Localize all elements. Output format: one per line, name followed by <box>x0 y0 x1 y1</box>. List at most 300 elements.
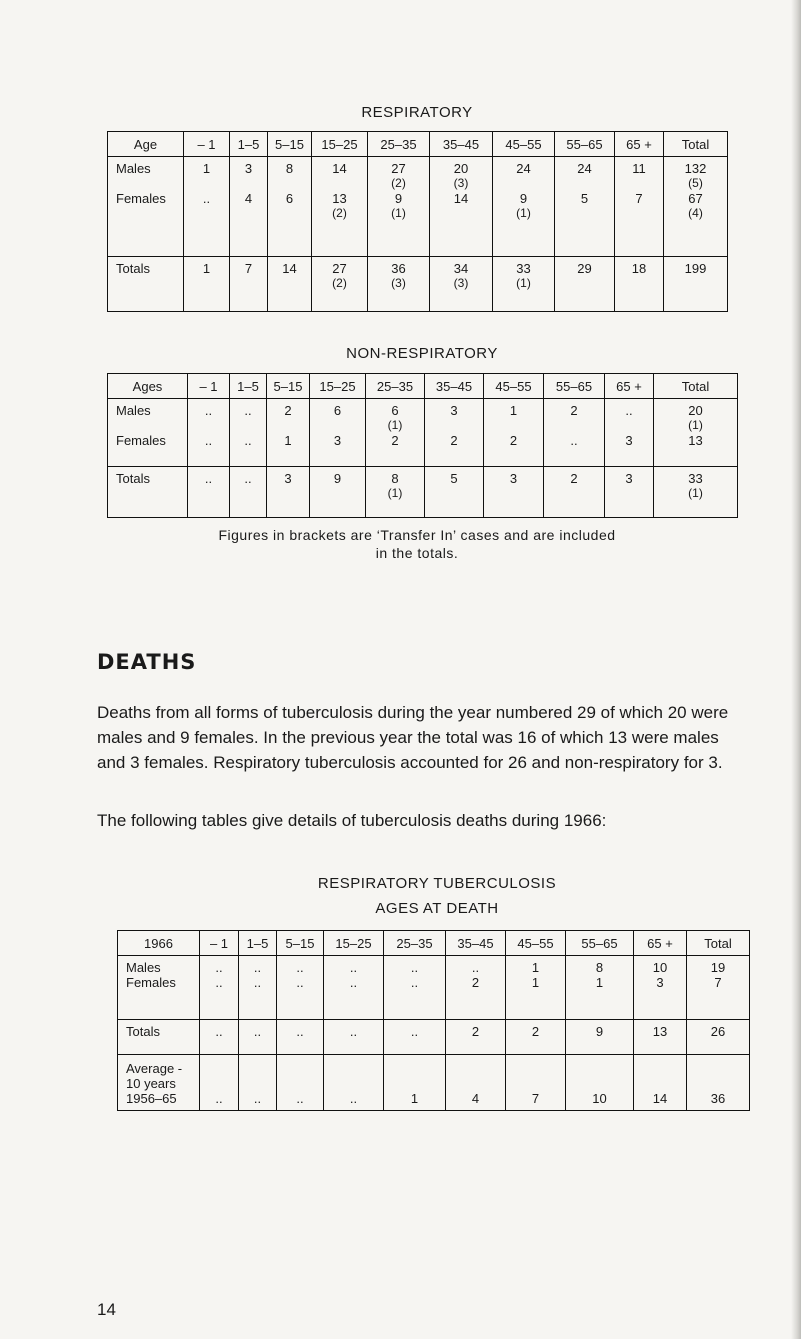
cell-value <box>446 1061 505 1076</box>
table-cell <box>312 157 368 257</box>
cell-value: .. <box>215 1024 223 1039</box>
column-header: 45–55 <box>484 374 544 399</box>
cell-value: 9 <box>519 191 528 206</box>
cell-value <box>239 1039 276 1054</box>
cell-value: (5) <box>688 176 703 190</box>
cell-value: 27 <box>332 261 347 276</box>
table-cell <box>605 399 654 467</box>
row-label <box>108 399 188 467</box>
row-label-line: Females <box>116 191 166 206</box>
cell-value <box>324 1061 383 1076</box>
column-header: Ages <box>108 374 188 399</box>
cell-value: 1 <box>202 261 211 276</box>
row-label-line: Males <box>126 960 161 975</box>
table-cell <box>230 467 267 518</box>
cell-value <box>267 418 309 433</box>
cell-value: (2) <box>332 206 347 220</box>
cell-value: 26 <box>710 1024 726 1039</box>
cell-value: (3) <box>453 176 469 190</box>
cell-value <box>268 276 311 291</box>
table-cell <box>268 157 312 257</box>
cell-value <box>555 206 614 221</box>
cell-value: .. <box>204 433 213 448</box>
table-cell <box>268 257 312 312</box>
cell-value: 1 <box>531 975 540 990</box>
cell-value: 5 <box>450 471 458 486</box>
cell-value: 33 <box>516 261 531 276</box>
column-header: 1966 <box>118 931 200 956</box>
cell-value <box>493 176 554 191</box>
cell-value <box>230 418 266 433</box>
table-cell <box>425 399 484 467</box>
cell-value: 132 <box>684 161 707 176</box>
cell-value <box>430 206 492 221</box>
column-header: 1–5 <box>239 931 277 956</box>
cell-value: 6 <box>285 191 294 206</box>
column-header: 55–65 <box>555 132 615 157</box>
cell-value: 36 <box>391 261 406 276</box>
cell-value: .. <box>253 975 262 990</box>
cell-value <box>188 486 229 501</box>
cell-value: .. <box>215 975 223 990</box>
table-row <box>108 257 728 312</box>
table-cell <box>430 257 493 312</box>
column-header: 65 + <box>615 132 664 157</box>
column-header: Total <box>687 931 750 956</box>
cell-value <box>200 1076 238 1091</box>
cell-value: 1 <box>202 161 211 176</box>
column-header: 65 + <box>634 931 687 956</box>
cell-value <box>687 1039 749 1054</box>
cell-value: 2 <box>531 1024 540 1039</box>
cell-value: .. <box>570 433 578 448</box>
column-header: 5–15 <box>267 374 310 399</box>
table-cell <box>277 1055 324 1111</box>
cell-value <box>484 486 543 501</box>
cell-value <box>446 1076 505 1091</box>
table-cell <box>506 1055 566 1111</box>
table-cell <box>200 956 239 1020</box>
table-cell <box>277 956 324 1020</box>
respiratory-table <box>107 131 728 312</box>
cell-value: 1 <box>509 403 518 418</box>
cell-value: 6 <box>391 403 399 418</box>
table-cell <box>312 257 368 312</box>
header-row <box>118 931 750 956</box>
column-header: 1–5 <box>230 374 267 399</box>
table-cell <box>239 1020 277 1055</box>
cell-value <box>230 206 267 221</box>
cell-value: 6 <box>333 403 342 418</box>
row-label-line: 1956–65 <box>126 1091 177 1106</box>
cell-value <box>506 1076 565 1091</box>
cell-value <box>484 418 543 433</box>
cell-value <box>615 176 663 191</box>
deaths-heading: DEATHS <box>97 650 197 674</box>
cell-value: 4 <box>471 1091 480 1106</box>
cell-value: .. <box>410 1024 419 1039</box>
cell-value <box>277 1076 323 1091</box>
cell-value <box>324 1076 383 1091</box>
cell-value: 3 <box>284 471 292 486</box>
cell-value: 9 <box>394 191 403 206</box>
cell-value: 2 <box>570 471 578 486</box>
column-header: 35–45 <box>425 374 484 399</box>
table-cell <box>634 1055 687 1111</box>
cell-value <box>239 1061 276 1076</box>
cell-value: 7 <box>244 261 253 276</box>
footnote-line-1: Figures in brackets are ‘Transfer In’ cases and are included <box>218 527 616 543</box>
table-cell <box>566 956 634 1020</box>
cell-value: .. <box>349 975 358 990</box>
row-label <box>108 467 188 518</box>
cell-value <box>446 1039 505 1054</box>
cell-value <box>230 176 267 191</box>
table-cell <box>446 1020 506 1055</box>
row-label <box>108 257 184 312</box>
cell-value: 20 <box>453 161 469 176</box>
cell-value <box>188 418 229 433</box>
cell-value: .. <box>296 975 304 990</box>
table-cell <box>634 1020 687 1055</box>
cell-value <box>425 486 483 501</box>
cell-value: 13 <box>332 191 347 206</box>
row-label-line <box>116 276 183 291</box>
cell-value <box>506 1061 565 1076</box>
cell-value: .. <box>215 1091 223 1106</box>
cell-value: 34 <box>453 261 469 276</box>
table-cell <box>446 956 506 1020</box>
table-cell <box>368 157 430 257</box>
row-label-line: 10 years <box>126 1076 176 1091</box>
cell-value <box>566 1076 633 1091</box>
row-label-line: Females <box>116 433 166 448</box>
table-cell <box>310 467 366 518</box>
table-cell <box>230 157 268 257</box>
deaths-paragraph-2: The following tables give details of tuberculosis deaths during 1966: <box>97 811 607 830</box>
cell-value: 7 <box>714 975 722 990</box>
cell-value <box>605 486 653 501</box>
cell-value: .. <box>253 1091 262 1106</box>
non-respiratory-table <box>107 373 738 518</box>
cell-value <box>239 1076 276 1091</box>
cell-value: .. <box>202 191 211 206</box>
column-header: Age <box>108 132 184 157</box>
cell-value: (3) <box>391 276 406 290</box>
table-cell <box>555 257 615 312</box>
column-header: 35–45 <box>430 132 493 157</box>
row-label-line: Average - <box>126 1061 183 1076</box>
cell-value <box>312 176 367 191</box>
deaths-table <box>117 930 750 1111</box>
column-header: – 1 <box>200 931 239 956</box>
column-header: 15–25 <box>324 931 384 956</box>
cell-value: (1) <box>387 486 403 500</box>
table-row <box>108 157 728 257</box>
deaths-table-title-1: RESPIRATORY TUBERCULOSIS <box>317 875 557 892</box>
cell-value: .. <box>253 1024 262 1039</box>
cell-value: 24 <box>516 161 531 176</box>
cell-value: 4 <box>244 191 253 206</box>
cell-value: 36 <box>710 1091 726 1106</box>
row-label-line: Males <box>116 403 151 418</box>
column-header: – 1 <box>184 132 230 157</box>
cell-value <box>687 1076 749 1091</box>
table-row <box>108 399 738 467</box>
row-label-line: Males <box>116 161 151 176</box>
cell-value: (1) <box>516 276 531 290</box>
cell-value: 33 <box>688 471 703 486</box>
cell-value: 13 <box>652 1024 668 1039</box>
cell-value: 13 <box>688 433 703 448</box>
cell-value <box>277 1061 323 1076</box>
cell-value <box>267 486 309 501</box>
cell-value <box>310 486 365 501</box>
table-cell <box>267 399 310 467</box>
cell-value <box>615 206 663 221</box>
cell-value <box>634 1039 686 1054</box>
footnote <box>107 526 727 562</box>
cell-value: (1) <box>387 418 403 432</box>
table-cell <box>506 956 566 1020</box>
cell-value: (2) <box>391 176 406 190</box>
cell-value: 1 <box>410 1091 419 1106</box>
cell-value: 8 <box>595 960 604 975</box>
cell-value: .. <box>410 975 419 990</box>
cell-value: 14 <box>332 161 347 176</box>
cell-value: 10 <box>652 960 668 975</box>
cell-value: 2 <box>570 403 578 418</box>
column-header: 55–65 <box>566 931 634 956</box>
cell-value <box>555 176 614 191</box>
cell-value: 19 <box>710 960 726 975</box>
table-row <box>118 1020 750 1055</box>
cell-value <box>310 418 365 433</box>
cell-value: .. <box>244 471 252 486</box>
column-header: 5–15 <box>277 931 324 956</box>
cell-value: .. <box>349 1091 358 1106</box>
cell-value: 3 <box>509 471 518 486</box>
table-cell <box>566 1020 634 1055</box>
row-label <box>118 1055 200 1111</box>
table-cell <box>493 257 555 312</box>
cell-value <box>184 276 229 291</box>
cell-value: .. <box>253 960 262 975</box>
table-cell <box>324 1020 384 1055</box>
table-cell <box>188 399 230 467</box>
cell-value <box>687 1061 749 1076</box>
page-number: 14 <box>97 1300 116 1319</box>
cell-value: 2 <box>391 433 399 448</box>
cell-value: 24 <box>577 161 592 176</box>
cell-value: 18 <box>631 261 647 276</box>
table-cell <box>446 1055 506 1111</box>
cell-value: 2 <box>509 433 518 448</box>
row-label-line <box>116 486 187 501</box>
table-cell <box>493 157 555 257</box>
table-cell <box>184 157 230 257</box>
cell-value: 14 <box>652 1091 668 1106</box>
column-header: – 1 <box>188 374 230 399</box>
table-cell <box>425 467 484 518</box>
cell-value: 7 <box>635 191 643 206</box>
row-label-line <box>116 176 183 191</box>
table-cell <box>615 157 664 257</box>
table-cell <box>200 1055 239 1111</box>
column-header: 15–25 <box>312 132 368 157</box>
cell-value: 7 <box>531 1091 540 1106</box>
column-header: 25–35 <box>384 931 446 956</box>
header-row <box>108 132 728 157</box>
cell-value <box>615 276 663 291</box>
column-header: 55–65 <box>544 374 605 399</box>
row-label-line <box>116 418 187 433</box>
table-cell <box>239 956 277 1020</box>
cell-value <box>268 176 311 191</box>
column-header: 35–45 <box>446 931 506 956</box>
cell-value <box>566 1039 633 1054</box>
cell-value: 9 <box>333 471 342 486</box>
column-header: 45–55 <box>506 931 566 956</box>
cell-value: 11 <box>632 161 646 176</box>
cell-value: 3 <box>625 471 633 486</box>
table-cell <box>687 1020 750 1055</box>
table-cell <box>384 1055 446 1111</box>
cell-value <box>544 418 604 433</box>
page-edge-shadow <box>791 0 801 1339</box>
cell-value: .. <box>296 1091 304 1106</box>
cell-value <box>566 1061 633 1076</box>
cell-value <box>634 1076 686 1091</box>
row-label-line: Totals <box>116 471 150 486</box>
table-cell <box>654 399 738 467</box>
column-header: 25–35 <box>368 132 430 157</box>
cell-value: 67 <box>688 191 703 206</box>
table-cell <box>366 399 425 467</box>
cell-value <box>268 206 311 221</box>
table-row <box>118 1055 750 1111</box>
table-cell <box>484 467 544 518</box>
cell-value: (3) <box>453 276 469 290</box>
table-cell <box>230 257 268 312</box>
header-row <box>108 374 738 399</box>
row-label <box>118 1020 200 1055</box>
cell-value: 2 <box>471 975 480 990</box>
row-label-line: Totals <box>126 1024 160 1039</box>
table-cell <box>310 399 366 467</box>
cell-value: 3 <box>656 975 664 990</box>
column-header: Total <box>664 132 728 157</box>
table-cell <box>200 1020 239 1055</box>
row-label-line: Females <box>126 975 176 990</box>
table-row <box>108 467 738 518</box>
table-row <box>118 956 750 1020</box>
deaths-paragraph-1: Deaths from all forms of tuberculosis during the year numbered 29 of which 20 were males and 9 females. In the previous year the total was 16 of which 13 were males and 3 females. Respiratory tuberculosis accounted for 26 and non-respiratory for 3. <box>97 703 729 772</box>
cell-value <box>555 276 614 291</box>
column-header: Total <box>654 374 738 399</box>
table-cell <box>267 467 310 518</box>
column-header: 5–15 <box>268 132 312 157</box>
cell-value: 2 <box>471 1024 480 1039</box>
table-cell <box>324 1055 384 1111</box>
cell-value: (1) <box>516 206 531 220</box>
table-cell <box>664 157 728 257</box>
respiratory-title: RESPIRATORY <box>361 104 473 121</box>
cell-value: .. <box>215 960 223 975</box>
cell-value: .. <box>204 471 213 486</box>
cell-value <box>230 276 267 291</box>
cell-value: 3 <box>244 161 253 176</box>
cell-value: 14 <box>282 261 297 276</box>
cell-value: .. <box>471 960 480 975</box>
table-cell <box>368 257 430 312</box>
table-cell <box>544 399 605 467</box>
cell-value: (1) <box>688 486 703 500</box>
cell-value <box>544 486 604 501</box>
table-cell <box>566 1055 634 1111</box>
cell-value <box>200 1039 238 1054</box>
table-cell <box>430 157 493 257</box>
cell-value <box>634 1061 686 1076</box>
cell-value <box>384 1061 445 1076</box>
cell-value: 199 <box>684 261 707 276</box>
table-cell <box>506 1020 566 1055</box>
cell-value: .. <box>296 960 304 975</box>
table-cell <box>654 467 738 518</box>
row-label-line: Totals <box>116 261 150 276</box>
cell-value: (4) <box>688 206 703 220</box>
cell-value: 8 <box>285 161 294 176</box>
cell-value: 1 <box>531 960 540 975</box>
cell-value: (1) <box>688 418 703 432</box>
cell-value: .. <box>410 960 419 975</box>
column-header: 1–5 <box>230 132 268 157</box>
column-header: 25–35 <box>366 374 425 399</box>
table-cell <box>239 1055 277 1111</box>
cell-value <box>605 418 653 433</box>
cell-value: 10 <box>592 1091 607 1106</box>
footnote-line-2: in the totals. <box>375 545 459 561</box>
cell-value: 27 <box>391 161 406 176</box>
cell-value: .. <box>244 403 252 418</box>
cell-value: .. <box>244 433 252 448</box>
cell-value: 14 <box>453 191 469 206</box>
cell-value <box>506 1039 565 1054</box>
table-cell <box>687 1055 750 1111</box>
column-header: 15–25 <box>310 374 366 399</box>
table-cell <box>634 956 687 1020</box>
cell-value: 3 <box>625 433 633 448</box>
table-cell <box>188 467 230 518</box>
cell-value: .. <box>296 1024 304 1039</box>
cell-value <box>664 276 727 291</box>
cell-value <box>184 176 229 191</box>
column-header: 65 + <box>605 374 654 399</box>
cell-value: .. <box>204 403 213 418</box>
cell-value <box>277 1039 323 1054</box>
cell-value: 9 <box>595 1024 604 1039</box>
cell-value <box>230 486 266 501</box>
table-cell <box>230 399 267 467</box>
table-cell <box>324 956 384 1020</box>
cell-value <box>324 1039 383 1054</box>
table-cell <box>615 257 664 312</box>
table-cell <box>184 257 230 312</box>
row-label-line <box>116 206 183 221</box>
cell-value <box>200 1061 238 1076</box>
cell-value <box>384 1076 445 1091</box>
deaths-table-title-2: AGES AT DEATH <box>375 900 499 917</box>
